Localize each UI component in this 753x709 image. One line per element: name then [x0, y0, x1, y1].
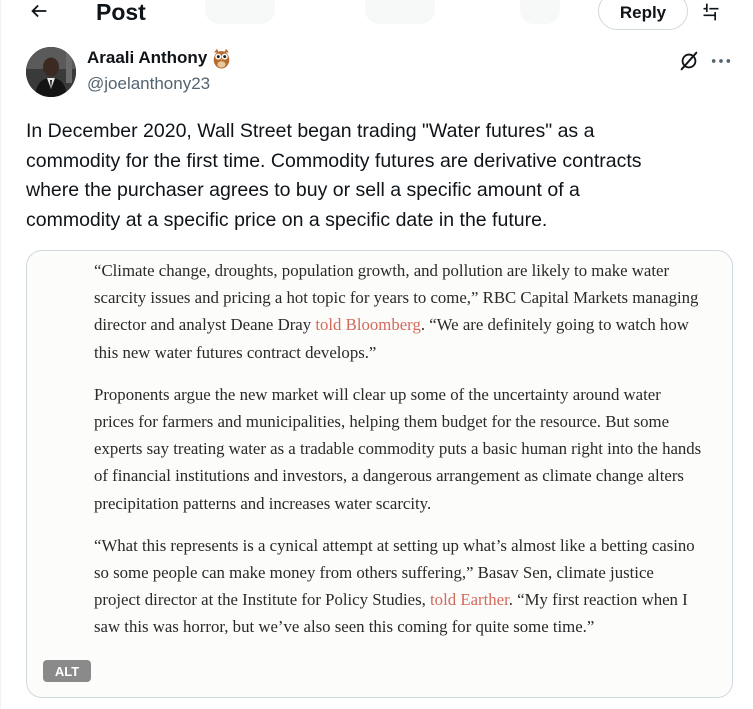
article-text: “What this represents is a cynical attempt at setting up what’s almost like a betting casino so some people can make money from others suffering,” Basav Sen, climate justice project director at the Institute for Policy Studies,: [94, 535, 695, 610]
article-paragraph: [94, 532, 704, 641]
header-ghost-tab: [365, 0, 435, 24]
page-title: Post: [96, 0, 146, 25]
author-handle[interactable]: @joelanthony23: [87, 74, 211, 93]
post-header: [0, 0, 753, 30]
header-ghost-tab: [205, 0, 275, 24]
grok-icon[interactable]: [678, 50, 700, 72]
article-link: told Bloomberg: [315, 315, 421, 335]
post-image[interactable]: [26, 250, 733, 698]
article-paragraph: [94, 381, 704, 517]
more-dots-icon[interactable]: [710, 52, 732, 70]
article-text: Proponents argue the new market will clear up some of the uncertainty around water prices for farmers and municipalities, helping them budget for the resource. But some experts say treating water as a tradable commodity puts a basic human right into the hands of financial institutions and investors, a dangerous arrangement as climate change alters precipitation patterns and increases water scarcity.: [94, 384, 702, 513]
owl-emoji-icon: [212, 47, 231, 69]
avatar-image: [26, 47, 76, 97]
sliders-icon[interactable]: [701, 2, 721, 22]
article-screenshot: [94, 257, 704, 656]
author-name[interactable]: Araali Anthony: [87, 48, 208, 67]
article-link: told Earther: [430, 590, 509, 610]
avatar[interactable]: [26, 47, 76, 97]
arrow-left-icon: [28, 0, 50, 22]
article-text: “Climate change, droughts, population growth, and pollution are likely to make water scarcity issues and pricing a hot topic for years to come,” RBC Capital Markets managing director and analyst Deane Dray: [94, 261, 699, 335]
post-text: In December 2020, Wall Street began trading "Water futures" as a commodity for the first time. Commodity futures are derivative contracts where the purchaser agrees to buy or sell a specific amount of a commodity at a specific price on a specific date in the future.: [26, 120, 642, 231]
author-name-row[interactable]: [87, 47, 231, 69]
article-text: . “We are definitely going to watch how this new water futures contract develops.”: [94, 315, 689, 362]
reply-button[interactable]: Reply: [598, 0, 688, 30]
column-border: [0, 0, 1, 709]
article-text: . “My first reaction when I saw this was horror, but we’ve also seen this coming for quite some time.”: [94, 590, 688, 637]
alt-badge[interactable]: ALT: [43, 660, 91, 682]
header-ghost-tab: [520, 0, 560, 24]
back-button[interactable]: [24, 0, 54, 26]
article-paragraph: [94, 257, 704, 366]
